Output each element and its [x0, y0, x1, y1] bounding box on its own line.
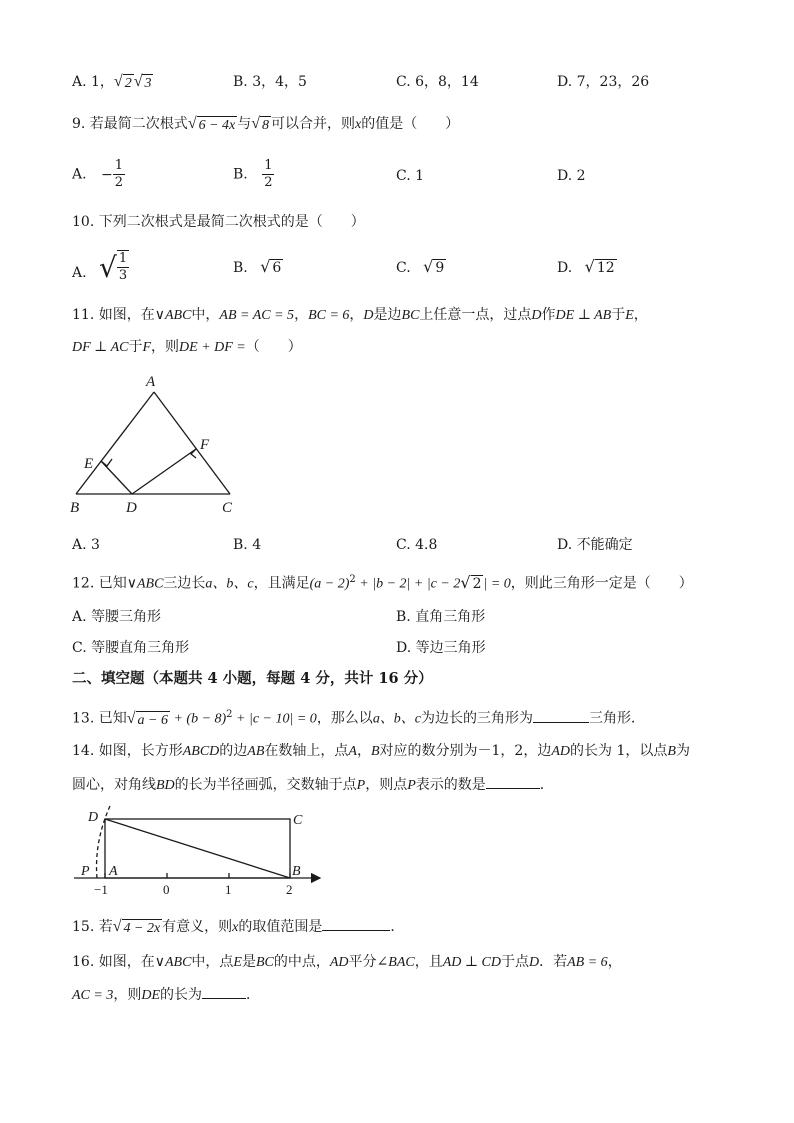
q8-option-b: B. 3，4，5: [233, 74, 307, 90]
q8-option-a-radical-1: √ 2: [113, 73, 132, 91]
q9-radical-2: √ 8: [251, 115, 270, 133]
q12-option-d: D. 等边三角形: [396, 640, 486, 656]
q10-option-b-radical: √ 6: [260, 257, 282, 276]
q11-option-a: A. 3: [72, 537, 100, 553]
q10-option-a: A. √ $\frac{1}{3}$: [72, 251, 128, 284]
q14-tick-label-2: 2: [286, 882, 293, 897]
q14-label-d: D: [88, 810, 99, 825]
q11-label-d: D: [126, 500, 137, 516]
q9-option-c: C. 1: [396, 168, 425, 184]
q10-option-c: C. √ 9: [396, 257, 445, 276]
q9-option-a: A. − $\frac{1}{2}$: [72, 158, 124, 190]
q15-stem: 15. 若 √ 4 − 2x 有意义，则x的取值范围是 ．: [72, 918, 405, 936]
q8-option-a-radical-2: √ 3: [133, 73, 152, 91]
q11-label-b: B: [70, 500, 80, 516]
q10-option-d-radical: √ 12: [584, 257, 615, 276]
q16-stem-line1: 16. 如图，在∨ABC中，点E是BC的中点，AD平分∠BAC，且AD ⊥ CD于点D．若AB = 6，: [72, 954, 622, 970]
q14-tick-label-1: 1: [225, 882, 232, 897]
q11-stem-line1: 11. 如图，在∨ABC中，AB = AC = 5，BC = 6，D是边BC上任意一点，过点D作DE ⊥ AB于E，: [72, 307, 648, 323]
q12-option-a: A. 等腰三角形: [72, 609, 162, 625]
q11-segment-de: [101, 461, 132, 494]
q14-label-a: A: [109, 864, 118, 879]
q16-stem-line2: AC = 3，则DE的长为 ．: [72, 984, 260, 1006]
q11-option-d: D. 不能确定: [557, 537, 633, 553]
q15-radical: √ 4 − 2x: [112, 918, 161, 936]
q11-option-c: C. 4.8: [396, 537, 438, 553]
q14-label-b: B: [292, 864, 301, 879]
q12-option-c: C. 等腰直角三角形: [72, 640, 190, 656]
q14-diagonal-bd: [105, 819, 290, 878]
q11-side-ac: [154, 392, 230, 494]
q15-answer-blank[interactable]: [322, 916, 390, 931]
q14-stem-line1: 14. 如图，长方形ABCD的边AB在数轴上，点A，B对应的数分别为－1，2，边AD的长为 1，以点B为: [72, 743, 690, 759]
q12-option-b: B. 直角三角形: [396, 609, 486, 625]
q13-stem: 13. 已知 √ a − 6 + $(b - 8)^2 + |c - 10| = 0$，那么以a、b、c为边长的三角形为 三角形．: [72, 709, 646, 728]
q8-option-a: [72, 72, 153, 92]
q10-option-d: D. √ 12: [557, 257, 615, 276]
q8-option-d: D. 7，23，26: [557, 74, 650, 90]
q14-arc: [97, 806, 110, 878]
q11-side-ab: [76, 392, 154, 494]
q14-stem-line2: 圆心，对角线BD的长为半径画弧，交数轴于点P，则点P表示的数是 ．: [72, 774, 554, 796]
q14-answer-blank[interactable]: [486, 774, 540, 789]
q14-label-c: C: [293, 813, 303, 828]
q11-segment-df: [132, 449, 196, 494]
q14-tick-label-0: 0: [163, 882, 170, 897]
q12-radical: √ 2: [460, 572, 482, 592]
q10-option-a-radical: √ $\frac{1}{3}$: [99, 251, 128, 284]
q12-stem: 12. 已知∨ABC三边长a、b、c，且满足$(a - 2)^2 + |b - 2| + |c - 2$ √ 2 | = 0，则此三角形一定是（ ）: [72, 572, 693, 592]
q10-option-b: B. √ 6: [233, 257, 282, 276]
q11-label-f: F: [200, 437, 210, 453]
q14-number-line-figure: [70, 800, 332, 900]
section-heading-fill-in: 二、填空题（本题共 4 小题，每题 4 分，共计 16 分）: [72, 670, 433, 687]
q9-option-b: B. $\frac{1}{2}$: [233, 158, 273, 190]
q16-answer-blank[interactable]: [202, 984, 246, 999]
q11-triangle-figure: [66, 370, 256, 520]
q8-option-a-label: A. 1，: [72, 74, 114, 90]
q9-option-b-fraction: $\frac{1}{2}$: [264, 158, 273, 190]
q14-label-p: P: [81, 864, 90, 879]
q13-radical: √ a − 6: [126, 709, 168, 728]
q10-option-c-radical: √ 9: [423, 257, 445, 276]
q11-label-a: A: [146, 374, 156, 390]
q11-label-e: E: [84, 456, 94, 472]
q14-tick-label-minus1: −1: [94, 882, 108, 897]
q9-option-d: D. 2: [557, 168, 586, 184]
q11-label-c: C: [222, 500, 233, 516]
q11-option-b: B. 4: [233, 537, 262, 553]
q10-stem: 10. 下列二次根式是最简二次根式的是（ ）: [72, 214, 365, 230]
q8-option-c: C. 6，8，14: [396, 74, 479, 90]
q13-answer-blank[interactable]: [533, 708, 589, 723]
q9-radical-1: √ 6 − 4x: [187, 115, 236, 133]
q9-option-a-fraction: $\frac{1}{2}$: [114, 158, 124, 190]
q11-stem-line2: DF ⊥ AC于F，则DE + DF =（ ）: [72, 339, 302, 355]
q9-stem: 9. 若最简二次根式 √ 6 − 4x 与 √ 8 可以合并，则x的值是（ ）: [72, 115, 460, 133]
